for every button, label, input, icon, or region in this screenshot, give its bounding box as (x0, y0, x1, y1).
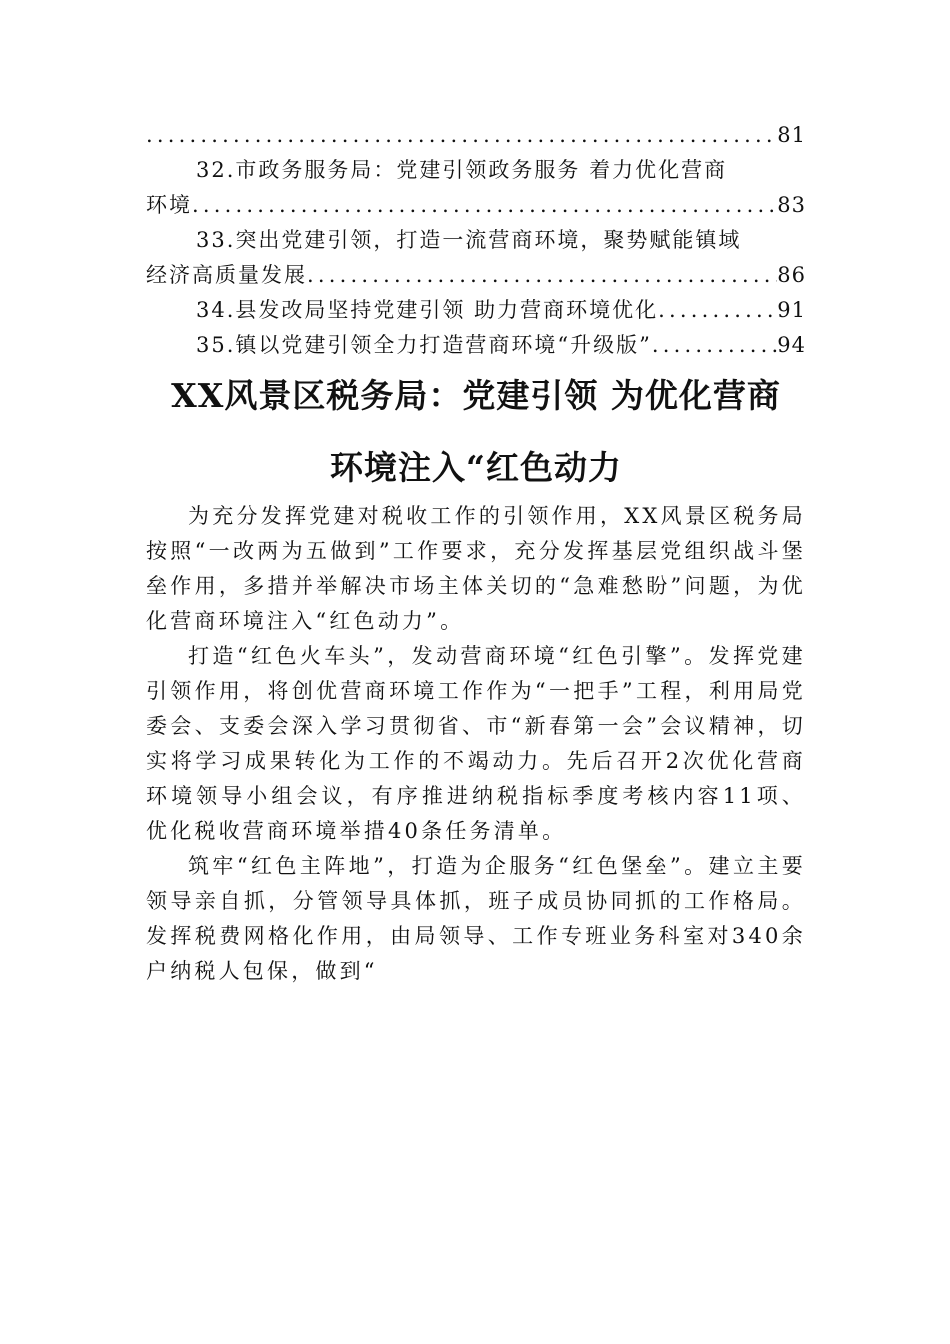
body-paragraph-3: 筑牢“红色主阵地”，打造为企服务“红色堡垒”。建立主要领导亲自抓，分管领导具体抓，班子成员协同抓的工作格局。发挥税费网格化作用，由局领导、工作专班业务科室对340余户纳税人包保，做到“ (146, 854, 806, 983)
toc-page-number: 81 (777, 123, 806, 147)
table-of-contents (146, 118, 806, 363)
toc-entry-text: 32.市政务服务局：党建引领政务服务 着力优化营商 (196, 158, 728, 182)
toc-page-number: 86 (777, 263, 806, 287)
toc-page-number: 83 (777, 193, 806, 217)
article-title-line-2: 环境注入“红色动力 (330, 448, 622, 487)
toc-page-number: 91 (777, 298, 806, 322)
toc-leader-dots (146, 118, 777, 153)
body-paragraph-1: 为充分发挥党建对税收工作的引领作用，XX风景区税务局按照“一改两为五做到”工作要求，充分发挥基层党组织战斗堡垒作用，多措并举解决市场主体关切的“急难愁盼”问题，为优化营商环境注入“红色动力”。 (146, 504, 806, 633)
toc-entry-text: 35.镇以党建引领全力打造营商环境“升级版” (196, 333, 652, 357)
toc-entry-text: 环境 (146, 193, 192, 217)
toc-entry-text: 经济高质量发展 (146, 263, 307, 287)
article-body (146, 499, 806, 989)
toc-leader-dots (192, 188, 777, 223)
body-paragraph-2: 打造“红色火车头”，发动营商环境“红色引擎”。发挥党建引领作用，将创优营商环境工作作为“一把手”工程，利用局党委会、支委会深入学习贯彻省、市“新春第一会”会议精神，切实将学习成果转化为工作的不竭动力。先后召开2次优化营商环境领导小组会议，有序推进纳税指标季度考核内容11项、优化税收营商环境举措40条任务清单。 (146, 644, 806, 843)
toc-line-81[interactable] (146, 118, 806, 153)
toc-entry-32-continued[interactable] (146, 188, 806, 223)
toc-leader-dots (307, 258, 777, 293)
toc-leader-dots (658, 293, 777, 328)
toc-entry-35[interactable] (146, 328, 806, 363)
toc-entry-33[interactable] (146, 223, 806, 258)
toc-entry-text: 34.县发改局坚持党建引领 助力营商环境优化 (196, 298, 659, 322)
toc-entry-text: 33.突出党建引领，打造一流营商环境，聚势赋能镇域 (196, 228, 742, 252)
toc-entry-33-continued[interactable] (146, 258, 806, 293)
toc-leader-dots (652, 328, 777, 363)
toc-entry-32[interactable] (146, 153, 806, 188)
toc-entry-34[interactable] (146, 293, 806, 328)
article-title-line-1: XX风景区税务局：党建引领 为优化营商 (171, 376, 781, 415)
toc-page-number: 94 (777, 333, 806, 357)
